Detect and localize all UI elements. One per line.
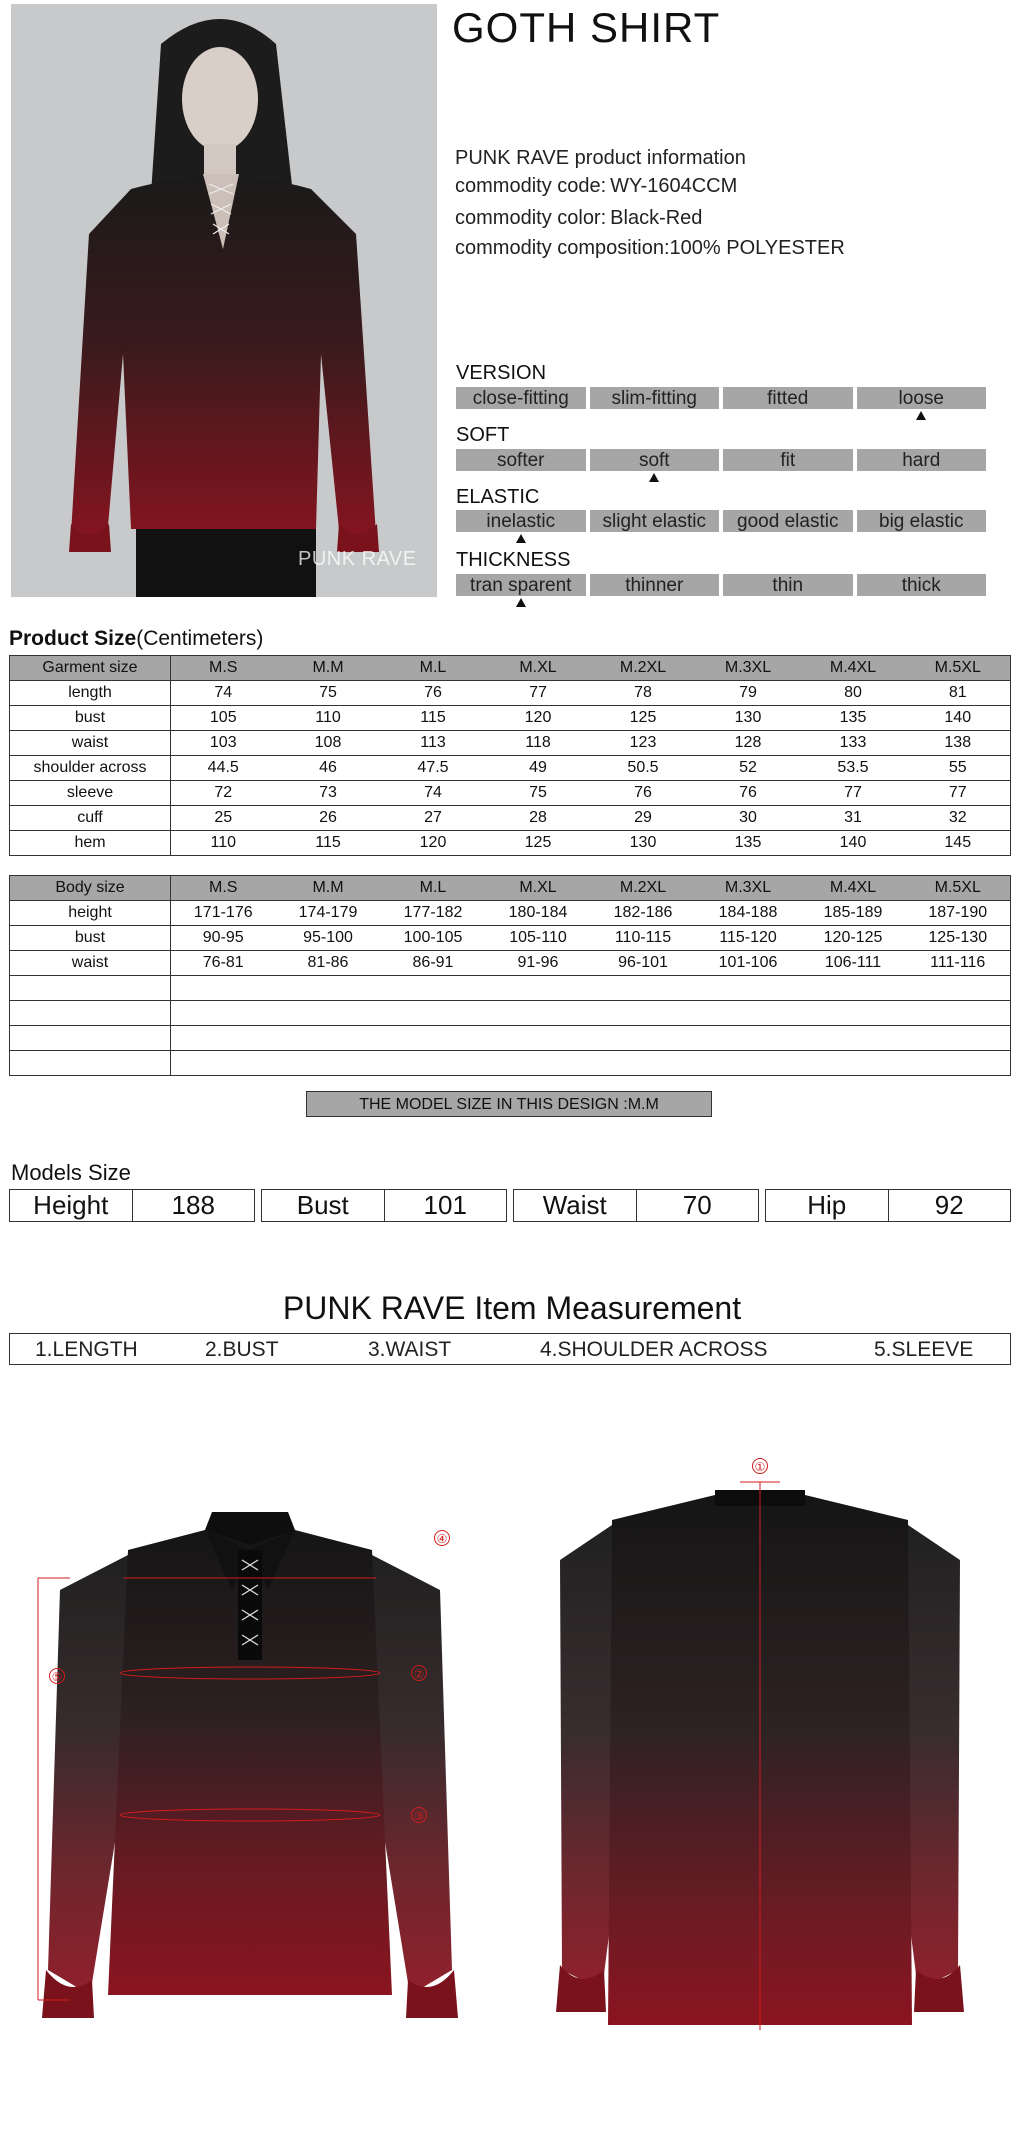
- table-cell: 95-100: [276, 926, 381, 951]
- commodity-composition: [455, 237, 845, 260]
- table-cell: 96-101: [591, 951, 696, 976]
- table-header-cell: M.XL: [486, 656, 591, 681]
- marker-bust: ②: [411, 1665, 427, 1681]
- attr-option: soft: [590, 449, 720, 471]
- front-shirt-diagram: [20, 1450, 480, 2050]
- marker-length: ①: [752, 1458, 768, 1474]
- table-cell: 105: [171, 706, 276, 731]
- table-cell: 27: [381, 806, 486, 831]
- table-cell: 128: [696, 731, 801, 756]
- table-row: [10, 951, 1011, 976]
- table-cell: 120: [381, 831, 486, 856]
- attr-option: slight elastic: [590, 510, 720, 532]
- table-cell: 52: [696, 756, 801, 781]
- table-cell: 55: [906, 756, 1011, 781]
- table-cell: [10, 1001, 171, 1026]
- table-header-cell: M.5XL: [906, 656, 1011, 681]
- table-cell: [10, 1026, 171, 1051]
- table-cell: 90-95: [171, 926, 276, 951]
- table-header-cell: M.3XL: [696, 876, 801, 901]
- models-size-height: [9, 1189, 255, 1222]
- table-cell: 180-184: [486, 901, 591, 926]
- models-size-key: Bust: [262, 1190, 385, 1221]
- table-cell: 86-91: [381, 951, 486, 976]
- composition-label: commodity composition:: [455, 237, 670, 259]
- table-cell: 106-111: [801, 951, 906, 976]
- table-cell: 110: [276, 706, 381, 731]
- models-size-key: Height: [10, 1190, 133, 1221]
- table-header-row: [10, 876, 1011, 901]
- table-cell: 101-106: [696, 951, 801, 976]
- table-cell: 174-179: [276, 901, 381, 926]
- table-cell: [171, 1026, 1011, 1051]
- table-cell: 32: [906, 806, 1011, 831]
- table-header-row: [10, 656, 1011, 681]
- models-size-waist: [513, 1189, 759, 1222]
- models-size-value: 188: [171, 1190, 215, 1220]
- table-cell: shoulder across: [10, 756, 171, 781]
- table-cell: 130: [591, 831, 696, 856]
- table-cell: 79: [696, 681, 801, 706]
- back-shirt-diagram: [540, 1450, 980, 2040]
- watermark: PUNK RAVE: [298, 548, 417, 570]
- attr-elastic-row: [456, 510, 986, 532]
- measurement-bar: [9, 1333, 1011, 1365]
- table-header-cell: Garment size: [10, 656, 171, 681]
- table-header-cell: M.L: [381, 876, 486, 901]
- product-size-title: Product Size: [9, 627, 137, 650]
- table-cell: bust: [10, 706, 171, 731]
- attr-option: slim-fitting: [590, 387, 720, 409]
- table-cell: 81: [906, 681, 1011, 706]
- table-cell: cuff: [10, 806, 171, 831]
- table-header-cell: M.S: [171, 656, 276, 681]
- table-cell: 77: [906, 781, 1011, 806]
- models-size-value: 101: [423, 1190, 467, 1220]
- table-cell: 135: [696, 831, 801, 856]
- measurement-item-bust: 2.BUST: [205, 1338, 279, 1361]
- table-cell: 49: [486, 756, 591, 781]
- table-cell: 77: [486, 681, 591, 706]
- table-cell: 77: [801, 781, 906, 806]
- models-size-bust: [261, 1189, 507, 1222]
- table-header-cell: M.5XL: [906, 876, 1011, 901]
- models-size-key: Waist: [514, 1190, 637, 1221]
- attr-option: thinner: [590, 574, 720, 596]
- table-cell: 75: [276, 681, 381, 706]
- attr-option: softer: [456, 449, 586, 471]
- table-cell: 76: [591, 781, 696, 806]
- garment-size-table: [9, 655, 1011, 856]
- attr-version-row: [456, 387, 986, 409]
- attr-option: good elastic: [723, 510, 853, 532]
- table-cell: 140: [801, 831, 906, 856]
- attr-option: thin: [723, 574, 853, 596]
- table-cell: 76: [696, 781, 801, 806]
- product-title: GOTH SHIRT: [452, 4, 721, 51]
- table-cell: 75: [486, 781, 591, 806]
- table-cell: 120: [486, 706, 591, 731]
- table-cell: 25: [171, 806, 276, 831]
- table-cell: 145: [906, 831, 1011, 856]
- measurement-title: PUNK RAVE Item Measurement: [282, 1290, 742, 1326]
- table-cell: 103: [171, 731, 276, 756]
- attr-version-indicator: [916, 411, 926, 420]
- table-cell: 115: [276, 831, 381, 856]
- product-size-heading: [9, 627, 263, 651]
- table-cell: hem: [10, 831, 171, 856]
- table-cell: 53.5: [801, 756, 906, 781]
- attr-option: loose: [857, 387, 987, 409]
- table-cell: 113: [381, 731, 486, 756]
- body-size-table: [9, 875, 1011, 1076]
- table-cell: 187-190: [906, 901, 1011, 926]
- table-cell: sleeve: [10, 781, 171, 806]
- table-cell: 47.5: [381, 756, 486, 781]
- table-cell: 110-115: [591, 926, 696, 951]
- attr-option: thick: [857, 574, 987, 596]
- table-header-cell: M.2XL: [591, 876, 696, 901]
- table-cell: 118: [486, 731, 591, 756]
- table-cell: 177-182: [381, 901, 486, 926]
- table-row-empty: [10, 1051, 1011, 1076]
- table-cell: 80: [801, 681, 906, 706]
- table-cell: 74: [171, 681, 276, 706]
- table-cell: 115: [381, 706, 486, 731]
- commodity-color: [455, 207, 702, 230]
- table-header-cell: M.4XL: [801, 876, 906, 901]
- table-cell: 74: [381, 781, 486, 806]
- table-cell: 115-120: [696, 926, 801, 951]
- table-header-cell: Body size: [10, 876, 171, 901]
- table-cell: 26: [276, 806, 381, 831]
- table-cell: 171-176: [171, 901, 276, 926]
- table-row: [10, 831, 1011, 856]
- table-row: [10, 731, 1011, 756]
- attr-option: close-fitting: [456, 387, 586, 409]
- table-cell: 50.5: [591, 756, 696, 781]
- marker-waist: ③: [411, 1807, 427, 1823]
- marker-shoulder: ④: [434, 1530, 450, 1546]
- table-header-cell: M.S: [171, 876, 276, 901]
- table-cell: [10, 976, 171, 1001]
- table-cell: 76: [381, 681, 486, 706]
- measurement-item-sleeve: 5.SLEEVE: [874, 1338, 974, 1361]
- table-cell: 138: [906, 731, 1011, 756]
- models-size-heading: Models Size: [11, 1160, 131, 1185]
- table-cell: 30: [696, 806, 801, 831]
- table-cell: [171, 1001, 1011, 1026]
- attr-option: fitted: [723, 387, 853, 409]
- table-cell: [171, 976, 1011, 1001]
- models-size-value: 92: [934, 1190, 964, 1220]
- table-header-cell: M.4XL: [801, 656, 906, 681]
- table-cell: bust: [10, 926, 171, 951]
- attr-thickness-row: [456, 574, 986, 596]
- table-cell: 123: [591, 731, 696, 756]
- table-cell: 81-86: [276, 951, 381, 976]
- code-label: commodity code:: [455, 175, 607, 197]
- table-header-cell: M.XL: [486, 876, 591, 901]
- model-photo: [11, 4, 437, 597]
- marker-sleeve: ⑤: [49, 1668, 65, 1684]
- table-header-cell: M.M: [276, 876, 381, 901]
- table-cell: 73: [276, 781, 381, 806]
- table-header-cell: M.3XL: [696, 656, 801, 681]
- table-header-cell: M.L: [381, 656, 486, 681]
- table-cell: 135: [801, 706, 906, 731]
- attr-option: inelastic: [456, 510, 586, 532]
- table-row-empty: [10, 976, 1011, 1001]
- table-cell: 108: [276, 731, 381, 756]
- table-cell: 110: [171, 831, 276, 856]
- table-cell: 184-188: [696, 901, 801, 926]
- table-cell: 120-125: [801, 926, 906, 951]
- table-cell: [10, 1051, 171, 1076]
- table-row: [10, 681, 1011, 706]
- table-cell: 185-189: [801, 901, 906, 926]
- table-cell: 76-81: [171, 951, 276, 976]
- table-row: [10, 926, 1011, 951]
- table-row-empty: [10, 1001, 1011, 1026]
- table-row: [10, 901, 1011, 926]
- attr-soft-row: [456, 449, 986, 471]
- measurement-item-length: 1.LENGTH: [35, 1338, 138, 1361]
- table-header-cell: M.M: [276, 656, 381, 681]
- table-cell: waist: [10, 951, 171, 976]
- attr-soft-label: SOFT: [456, 424, 510, 446]
- commodity-code: [455, 175, 737, 198]
- table-cell: 125: [486, 831, 591, 856]
- measurement-item-shoulder: 4.SHOULDER ACROSS: [540, 1338, 768, 1361]
- table-cell: length: [10, 681, 171, 706]
- product-size-unit: (Centimeters): [136, 627, 264, 650]
- table-cell: 44.5: [171, 756, 276, 781]
- attr-option: big elastic: [857, 510, 987, 532]
- attr-thickness-indicator: [516, 598, 526, 607]
- table-row: [10, 706, 1011, 731]
- table-row: [10, 781, 1011, 806]
- brand-info: PUNK RAVE product information: [455, 147, 746, 169]
- table-cell: 130: [696, 706, 801, 731]
- table-cell: 31: [801, 806, 906, 831]
- table-cell: 28: [486, 806, 591, 831]
- table-cell: 72: [171, 781, 276, 806]
- attr-soft-indicator: [649, 473, 659, 482]
- attr-option: hard: [857, 449, 987, 471]
- table-cell: 133: [801, 731, 906, 756]
- attr-elastic-indicator: [516, 534, 526, 543]
- models-size-hip: [765, 1189, 1011, 1222]
- composition-value: 100% POLYESTER: [669, 237, 845, 259]
- table-cell: 125: [591, 706, 696, 731]
- attr-thickness-label: THICKNESS: [456, 549, 571, 571]
- attr-elastic-label: ELASTIC: [456, 486, 540, 508]
- table-cell: 182-186: [591, 901, 696, 926]
- table-row: [10, 756, 1011, 781]
- table-cell: 91-96: [486, 951, 591, 976]
- table-cell: 125-130: [906, 926, 1011, 951]
- attr-option: fit: [723, 449, 853, 471]
- table-cell: 78: [591, 681, 696, 706]
- table-cell: 111-116: [906, 951, 1011, 976]
- model-size-note: THE MODEL SIZE IN THIS DESIGN :M.M: [306, 1091, 712, 1117]
- models-size-key: Hip: [766, 1190, 889, 1221]
- table-cell: 46: [276, 756, 381, 781]
- code-value: WY-1604CCM: [610, 175, 738, 197]
- table-row: [10, 806, 1011, 831]
- table-cell: waist: [10, 731, 171, 756]
- measurement-item-waist: 3.WAIST: [368, 1338, 452, 1361]
- table-cell: [171, 1051, 1011, 1076]
- table-cell: 100-105: [381, 926, 486, 951]
- table-cell: height: [10, 901, 171, 926]
- table-cell: 29: [591, 806, 696, 831]
- table-cell: 140: [906, 706, 1011, 731]
- models-size-value: 70: [682, 1190, 712, 1220]
- color-value: Black-Red: [610, 207, 703, 229]
- attr-version-label: VERSION: [456, 362, 547, 384]
- table-header-cell: M.2XL: [591, 656, 696, 681]
- table-cell: 105-110: [486, 926, 591, 951]
- color-label: commodity color:: [455, 207, 607, 229]
- attr-option: tran sparent: [456, 574, 586, 596]
- table-row-empty: [10, 1026, 1011, 1051]
